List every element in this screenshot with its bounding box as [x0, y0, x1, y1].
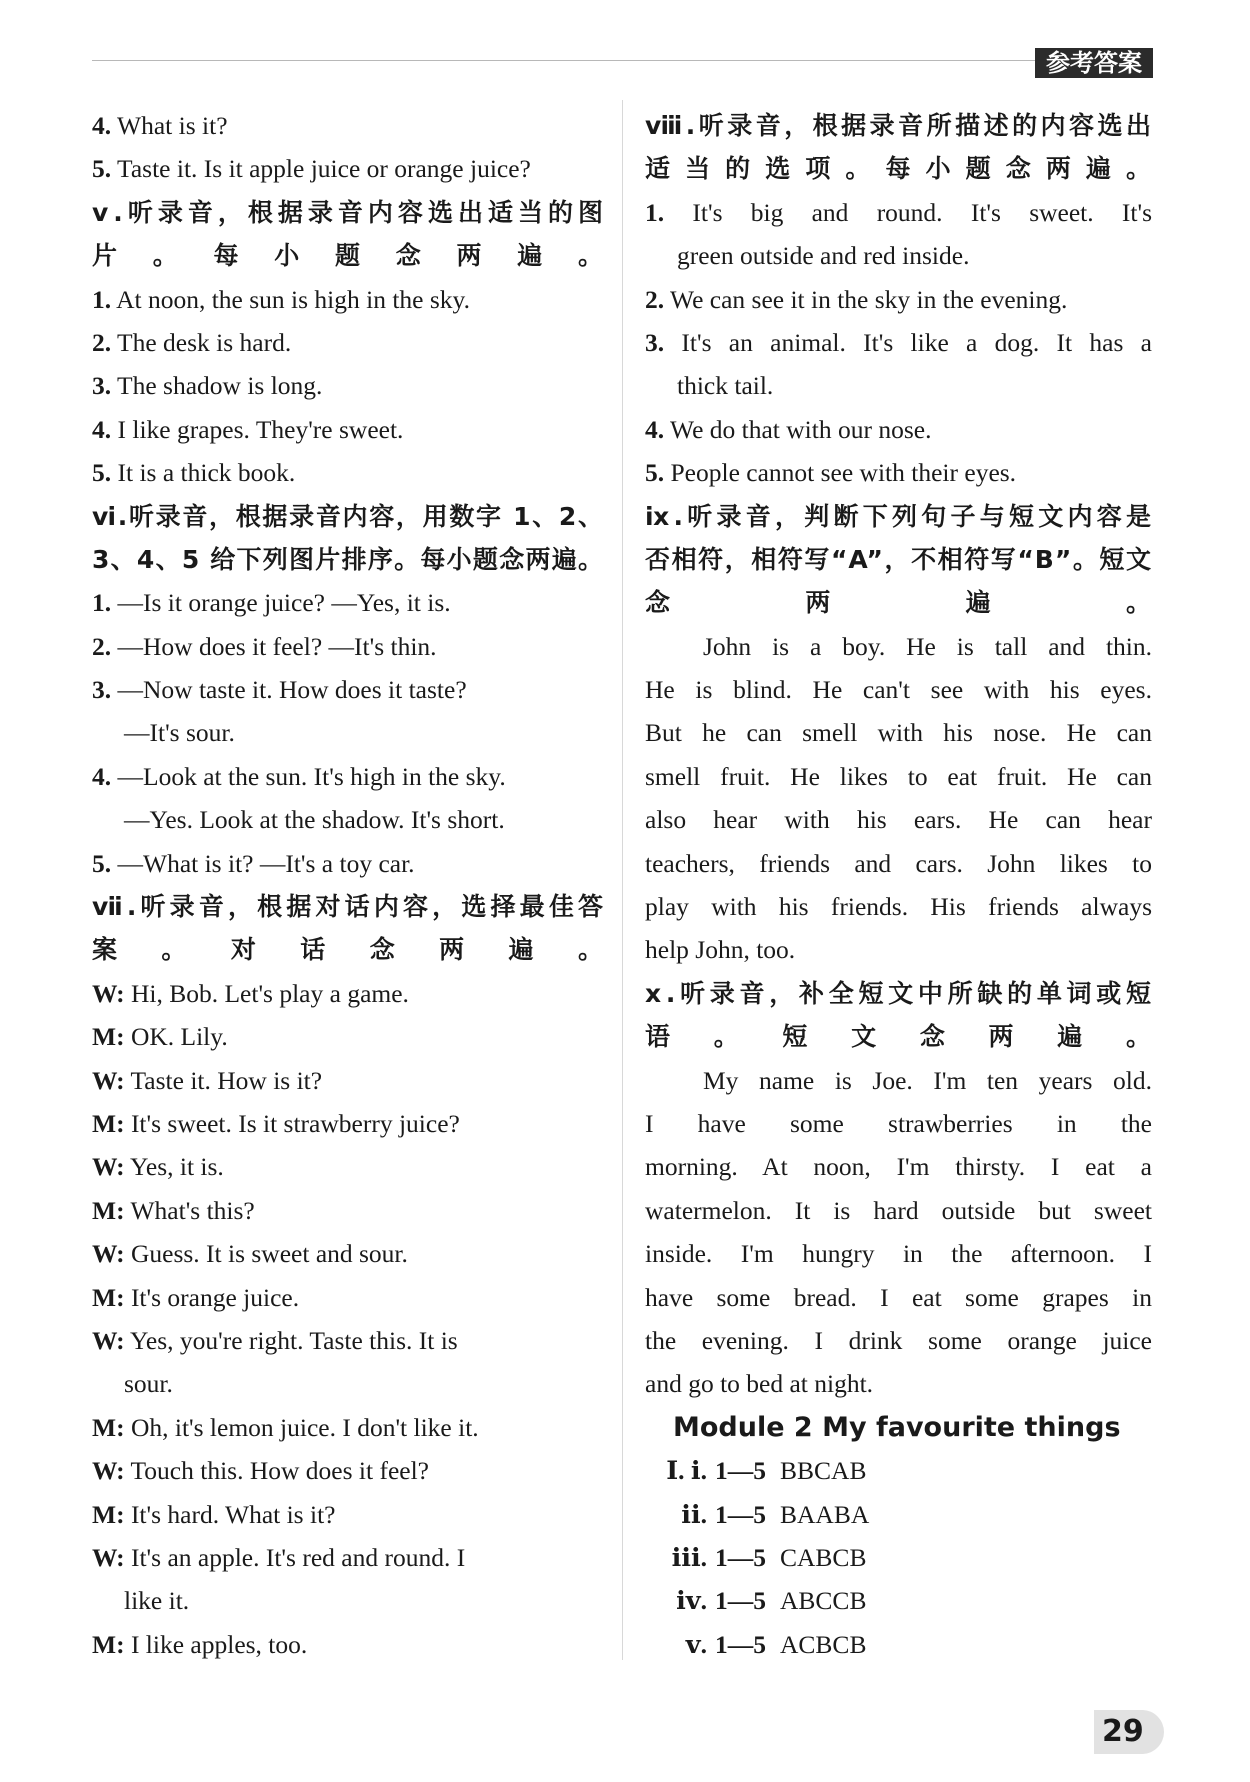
line-text: —Is it orange juice? —Yes, it is. [111, 588, 451, 618]
item-number: 3. [92, 675, 112, 705]
numbered-item [92, 842, 604, 885]
line-text: Hi, Bob. Let's play a game. [124, 978, 409, 1008]
line-text: inside. I'm hungry in the afternoon. I [645, 1239, 1152, 1269]
line-text: The shadow is long. [111, 371, 323, 401]
item-number: 5. [92, 848, 112, 878]
passage-line [645, 1319, 1152, 1362]
numbered-item [92, 321, 604, 364]
dialogue-line [92, 1449, 604, 1492]
line-text: ⅷ.听录音，根据录音所描述的内容选出 [645, 111, 1152, 140]
line-text: John is a boy. He is tall and thin. [703, 631, 1152, 661]
dialogue-line [92, 1145, 604, 1188]
dialogue-line [92, 1536, 604, 1579]
passage-line [645, 668, 1152, 711]
dialogue-line [92, 1319, 604, 1362]
line-text: also hear with his ears. He can hear [645, 805, 1152, 835]
line-text: —Look at the sun. It's high in the sky. [111, 761, 506, 791]
section-heading [645, 538, 1152, 581]
answer-row [645, 1579, 1152, 1622]
line-text: thick tail. [677, 371, 774, 401]
item-number: 5. [92, 458, 112, 488]
line-text: Touch this. How does it feel? [124, 1456, 429, 1486]
line-text: 否相符，相符写“A”，不相符写“B”。短文 [645, 544, 1152, 574]
answer-row [645, 1536, 1152, 1579]
item-number: 2. [92, 631, 112, 661]
section-heading [92, 928, 604, 971]
line-text: morning. At noon, I'm thirsty. I eat a [645, 1152, 1152, 1182]
answer-section: ⅱ. [681, 1499, 707, 1529]
line-text: It's big and round. It's sweet. It's [664, 197, 1152, 227]
speaker-label: M: [92, 1499, 125, 1529]
passage-line [645, 1232, 1152, 1275]
passage-line [645, 625, 1152, 668]
numbered-item [92, 668, 604, 711]
dialogue-line [92, 1059, 604, 1102]
dialogue-line [92, 972, 604, 1015]
item-number: 4. [92, 761, 112, 791]
item-number: 2. [92, 327, 112, 357]
line-text: the evening. I drink some orange juice [645, 1325, 1152, 1355]
line-text: Oh, it's lemon juice. I don't like it. [124, 1412, 479, 1442]
line-text: Taste it. Is it apple juice or orange juice? [111, 154, 531, 184]
item-number: 1. [92, 284, 112, 314]
line-text: —What is it? —It's a toy car. [111, 848, 415, 878]
section-heading [645, 1015, 1152, 1058]
numbered-item [92, 451, 604, 494]
answer-values: CABCB [780, 1542, 867, 1572]
continuation-line [92, 1362, 604, 1405]
line-text: —Yes. Look at the shadow. It's short. [124, 805, 505, 835]
item-number: 2. [645, 284, 665, 314]
header-badge: 参考答案 [1035, 48, 1153, 78]
item-number: 4. [92, 414, 112, 444]
section-heading [92, 538, 604, 581]
numbered-item [92, 364, 604, 407]
dialogue-line [92, 1189, 604, 1232]
line-text: teachers, friends and cars. John likes to [645, 848, 1152, 878]
line-text: ⅴ.听录音，根据录音内容选出适当的图 [92, 197, 604, 227]
numbered-item [92, 408, 604, 451]
line-text: I like grapes. They're sweet. [111, 414, 404, 444]
line-text: green outside and red inside. [677, 241, 970, 271]
line-text: ⅶ.听录音，根据对话内容，选择最佳答 [92, 892, 604, 922]
passage-line [645, 1145, 1152, 1188]
speaker-label: W: [92, 1239, 125, 1269]
section-heading [92, 495, 604, 538]
line-text: 案。对话念两遍。 [92, 935, 604, 965]
section-heading [645, 147, 1152, 190]
answer-values: BBCAB [780, 1456, 867, 1486]
dialogue-line [92, 1232, 604, 1275]
dialogue-line [92, 1276, 604, 1319]
passage-line [645, 798, 1152, 841]
dialogue-line [92, 1015, 604, 1058]
numbered-item [645, 408, 1152, 451]
numbered-item [645, 451, 1152, 494]
line-text: It's an animal. It's like a dog. It has a [664, 327, 1152, 357]
speaker-label: M: [92, 1412, 125, 1442]
column-divider [622, 100, 623, 1660]
line-text: What's this? [124, 1195, 255, 1225]
numbered-item [92, 147, 604, 190]
line-text: It's sweet. Is it strawberry juice? [124, 1108, 460, 1138]
speaker-label: M: [92, 1108, 125, 1138]
line-text: We do that with our nose. [664, 414, 932, 444]
speaker-label: W: [92, 978, 125, 1008]
answer-values: BAABA [780, 1499, 870, 1529]
answer-section: ⅳ. [676, 1586, 707, 1616]
speaker-label: W: [92, 1065, 125, 1095]
line-text: and go to bed at night. [645, 1369, 874, 1399]
numbered-item [92, 104, 604, 147]
answer-values: ABCCB [780, 1586, 867, 1616]
continuation-line [92, 711, 604, 754]
line-text: Yes, it is. [124, 1152, 224, 1182]
passage-line [645, 1276, 1152, 1319]
header-rule [92, 60, 1117, 61]
line-text: smell fruit. He likes to eat fruit. He can [645, 761, 1152, 791]
item-number: 5. [92, 154, 112, 184]
speaker-label: M: [92, 1282, 125, 1312]
line-text: 念两遍。 [645, 588, 1152, 618]
line-text: —How does it feel? —It's thin. [111, 631, 437, 661]
speaker-label: W: [92, 1152, 125, 1182]
item-number: 1. [92, 588, 112, 618]
numbered-item [92, 278, 604, 321]
continuation-line [645, 364, 1152, 407]
line-text: OK. Lily. [124, 1022, 228, 1052]
line-text: sour. [124, 1369, 173, 1399]
speaker-label: M: [92, 1195, 125, 1225]
item-number: 4. [92, 111, 112, 140]
left-column [92, 104, 604, 1666]
answer-range: 1—5 [715, 1586, 766, 1616]
line-text: Guess. It is sweet and sour. [124, 1239, 408, 1269]
line-text: ⅵ.听录音，根据录音内容，用数字 1、2、 [92, 501, 604, 531]
passage-line [645, 1059, 1152, 1102]
line-text: At noon, the sun is high in the sky. [111, 284, 471, 314]
section-heading [92, 234, 604, 277]
section-heading [92, 885, 604, 928]
passage-line [645, 755, 1152, 798]
line-text: —Now taste it. How does it taste? [111, 675, 467, 705]
continuation-line [92, 1579, 604, 1622]
right-column [645, 104, 1152, 1666]
line-text: It's hard. What is it? [124, 1499, 336, 1529]
line-text: It's orange juice. [124, 1282, 300, 1312]
answer-values: ACBCB [780, 1629, 867, 1659]
line-text: help John, too. [645, 935, 796, 965]
line-text: I have some strawberries in the [645, 1108, 1152, 1138]
answer-row [645, 1493, 1152, 1536]
section-heading [92, 191, 604, 234]
speaker-label: W: [92, 1325, 125, 1355]
line-text: It's an apple. It's red and round. I [124, 1542, 466, 1572]
item-number: 5. [645, 458, 665, 488]
passage-line [645, 1102, 1152, 1145]
answer-row [645, 1449, 1152, 1492]
continuation-line [645, 234, 1152, 277]
line-text: Yes, you're right. Taste this. It is [124, 1325, 458, 1355]
passage-line [645, 928, 1152, 971]
module-title: Module 2 My favourite things [673, 1411, 1121, 1443]
answer-range: 1—5 [715, 1456, 766, 1486]
answer-section: ⅲ. [671, 1542, 707, 1572]
line-text: He is blind. He can't see with his eyes. [645, 675, 1152, 705]
line-text: People cannot see with their eyes. [664, 458, 1017, 488]
line-text: But he can smell with his nose. He can [645, 718, 1152, 748]
line-text: It is a thick book. [111, 458, 296, 488]
dialogue-line [92, 1406, 604, 1449]
numbered-item [92, 581, 604, 624]
line-text: ⅸ.听录音，判断下列句子与短文内容是 [645, 501, 1152, 531]
item-number: 3. [92, 371, 112, 401]
item-number: 1. [645, 197, 665, 227]
passage-line [645, 885, 1152, 928]
page-number: 29 [1094, 1710, 1164, 1754]
line-text: —It's sour. [124, 718, 235, 748]
numbered-item [92, 625, 604, 668]
line-text: 语。短文念两遍。 [645, 1022, 1152, 1052]
line-text: ⅹ.听录音，补全短文中所缺的单词或短 [645, 978, 1152, 1008]
dialogue-line [92, 1102, 604, 1145]
section-heading [645, 495, 1152, 538]
numbered-item [92, 755, 604, 798]
answer-section: ⅴ. [685, 1629, 707, 1659]
line-text: We can see it in the sky in the evening. [664, 284, 1068, 314]
line-text: play with his friends. His friends always [645, 892, 1152, 922]
answer-range: 1—5 [715, 1629, 766, 1659]
passage-line [645, 1189, 1152, 1232]
line-text: Taste it. How is it? [124, 1065, 323, 1095]
speaker-label: M: [92, 1022, 125, 1052]
passage-line [645, 711, 1152, 754]
section-heading [645, 104, 1152, 147]
line-text: like it. [124, 1586, 190, 1616]
item-number: 4. [645, 414, 665, 444]
answer-range: 1—5 [715, 1499, 766, 1529]
line-text: My name is Joe. I'm ten years old. [703, 1065, 1152, 1095]
line-text: 片。每小题念两遍。 [92, 241, 604, 271]
speaker-label: M: [92, 1629, 125, 1659]
line-text: watermelon. It is hard outside but sweet [645, 1195, 1152, 1225]
line-text: 3、4、5 给下列图片排序。每小题念两遍。 [92, 544, 604, 574]
numbered-item [645, 191, 1152, 234]
answer-section: Ⅰ. ⅰ. [666, 1456, 707, 1486]
line-text: The desk is hard. [111, 327, 292, 357]
continuation-line [92, 798, 604, 841]
dialogue-line [92, 1623, 604, 1666]
numbered-item [645, 321, 1152, 364]
line-text: have some bread. I eat some grapes in [645, 1282, 1152, 1312]
numbered-item [645, 278, 1152, 321]
line-text: What is it? [111, 111, 228, 140]
answer-row [645, 1623, 1152, 1666]
section-heading [645, 972, 1152, 1015]
speaker-label: W: [92, 1456, 125, 1486]
passage-line [645, 1362, 1152, 1405]
dialogue-line [92, 1493, 604, 1536]
item-number: 3. [645, 327, 665, 357]
speaker-label: W: [92, 1542, 125, 1572]
section-heading [645, 581, 1152, 624]
line-text: 适当的选项。每小题念两遍。 [645, 154, 1152, 184]
answer-range: 1—5 [715, 1542, 766, 1572]
passage-line [645, 842, 1152, 885]
line-text: I like apples, too. [124, 1629, 308, 1659]
